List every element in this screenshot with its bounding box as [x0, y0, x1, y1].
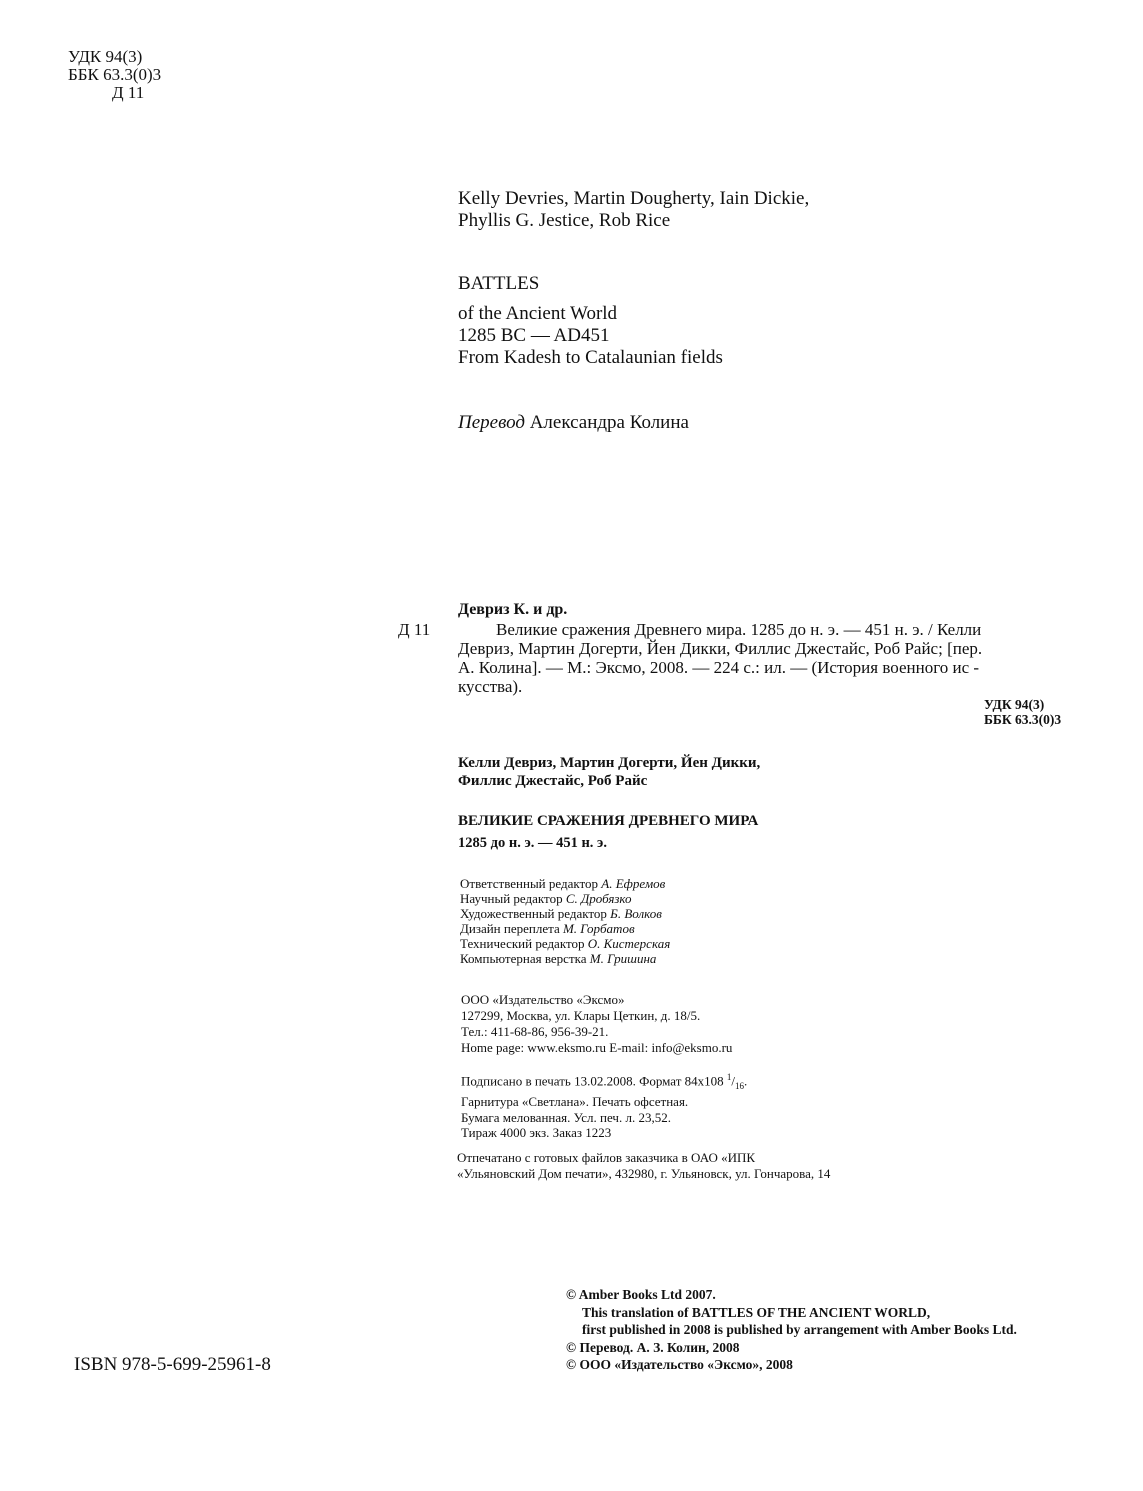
russian-dates: 1285 до н. э. — 451 н. э. — [458, 835, 607, 851]
publisher-web: Home page: www.eksmo.ru E-mail: info@eksmo.ru — [461, 1040, 733, 1055]
printer-line2: «Ульяновский Дом печати», 432980, г. Ульяновск, ул. Гончарова, 14 — [457, 1166, 831, 1181]
udk-code: УДК 94(3) — [68, 47, 143, 66]
translator-name: Александра Колина — [529, 412, 689, 433]
catalog-codes — [984, 697, 1061, 727]
catalog-line2: Девриз, Мартин Догерти, Йен Дикки, Филлис Джестайс, Роб Райс; [пер. — [458, 639, 983, 658]
russian-authors-line1: Келли Девриз, Мартин Догерти, Йен Дикки, — [458, 755, 761, 771]
publisher-address: 127299, Москва, ул. Клары Цеткин, д. 18/5. — [461, 1008, 701, 1023]
credit-line: Художественный редактор Б. Волков — [460, 906, 662, 921]
credits-list — [460, 876, 670, 966]
translation-label: Перевод — [458, 412, 525, 433]
catalog-line1: Великие сражения Древнего мира. 1285 до н. э. — 451 н. э. / Келли — [496, 620, 982, 639]
classification-block — [68, 48, 161, 102]
print-run: Тираж 4000 экз. Заказ 1223 — [461, 1125, 612, 1141]
original-title: BATTLES — [458, 273, 540, 294]
subtitle-line3: From Kadesh to Catalaunian fields — [458, 347, 723, 368]
original-authors-line2: Phyllis G. Jestice, Rob Rice — [458, 210, 671, 231]
print-typeface: Гарнитура «Светлана». Печать офсетная. — [461, 1094, 689, 1110]
catalog-author-heading: Девриз К. и др. — [458, 601, 568, 618]
credit-line: Научный редактор С. Дробязко — [460, 891, 632, 906]
catalog-line3: А. Колина]. — М.: Эксмо, 2008. — 224 с.: ил. — (История военного ис - — [458, 658, 980, 677]
isbn: ISBN 978-5-699-25961-8 — [74, 1354, 271, 1375]
russian-authors-line2: Филлис Джестайс, Роб Райс — [458, 773, 648, 789]
subtitle-line2: 1285 BC — AD451 — [458, 325, 610, 346]
publisher-info — [461, 992, 732, 1056]
copyright-line1: © Amber Books Ltd 2007. — [566, 1287, 716, 1302]
author-sign: Д 11 — [112, 83, 145, 102]
bbk-code: ББК 63.3(0)3 — [68, 65, 162, 84]
copyright-block — [566, 1286, 1017, 1374]
credit-line: Компьютерная верстка М. Гришина — [460, 951, 657, 966]
catalog-description — [458, 620, 982, 696]
catalog-author-sign: Д 11 — [398, 620, 431, 639]
copyright-line5: © ООО «Издательство «Эксмо», 2008 — [566, 1357, 793, 1372]
print-paper: Бумага мелованная. Усл. печ. л. 23,52. — [461, 1109, 671, 1125]
original-authors-line1: Kelly Devries, Martin Dougherty, Iain Dickie, — [458, 188, 810, 209]
print-format: Подписано в печать 13.02.2008. Формат 84x108 $^1/_{16}$. — [461, 1072, 748, 1091]
original-subtitle — [458, 303, 723, 369]
catalog-line4: кусства). — [458, 677, 523, 696]
catalog-bbk: ББК 63.3(0)3 — [984, 712, 1062, 727]
print-info — [461, 1070, 747, 1141]
publisher-name: ООО «Издательство «Эксмо» — [461, 992, 625, 1007]
original-authors — [458, 188, 809, 232]
printer-line1: Отпечатано с готовых файлов заказчика в ОАО «ИПК — [457, 1150, 756, 1165]
catalog-udk: УДК 94(3) — [984, 697, 1045, 712]
translation-credit — [458, 412, 689, 434]
publisher-phone: Тел.: 411-68-86, 956-39-21. — [461, 1024, 609, 1039]
printer-info — [457, 1150, 830, 1182]
copyright-line2: This translation of BATTLES OF THE ANCIENT WORLD, — [582, 1304, 931, 1320]
subtitle-line1: of the Ancient World — [458, 303, 618, 324]
copyright-line3: first published in 2008 is published by arrangement with Amber Books Ltd. — [582, 1322, 1017, 1337]
credit-line: Технический редактор О. Кистерская — [460, 936, 671, 951]
credit-line: Дизайн переплета М. Горбатов — [460, 921, 635, 936]
credit-line: Ответственный редактор А. Ефремов — [460, 876, 666, 891]
russian-authors — [458, 754, 760, 790]
copyright-line4: © Перевод. А. З. Колин, 2008 — [566, 1339, 740, 1355]
russian-title: ВЕЛИКИЕ СРАЖЕНИЯ ДРЕВНЕГО МИРА — [458, 813, 759, 829]
